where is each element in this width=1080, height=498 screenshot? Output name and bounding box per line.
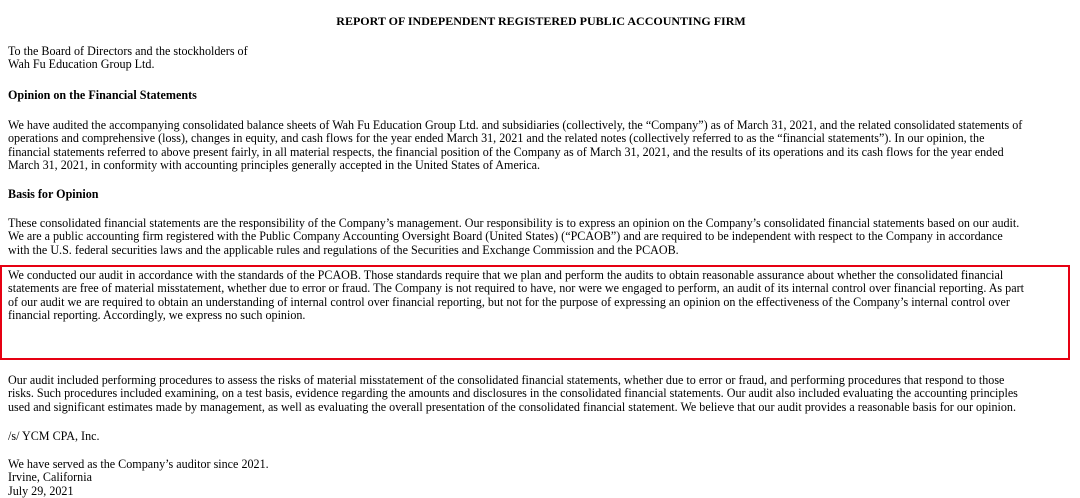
opinion-paragraph bbox=[8, 119, 1074, 172]
closing-line: July 29, 2021 bbox=[8, 483, 74, 498]
report-title: REPORT OF INDEPENDENT REGISTERED PUBLIC ACCOUNTING FIRM bbox=[336, 14, 746, 28]
paragraph-line: These consolidated financial statements are the responsibility of the Company’s management. Our responsibility is to express an opinion on the Company’s consolidated financial statements based on our audit. bbox=[8, 216, 1020, 230]
paragraph-line: March 31, 2021, in conformity with accounting principles generally accepted in the United States of America. bbox=[8, 157, 540, 172]
paragraph-line: We conducted our audit in accordance with the standards of the PCAOB. Those standards require that we plan and perform the audits to obtain reasonable assurance about whether the consolidated financial bbox=[8, 268, 1004, 282]
basis-heading: Basis for Opinion bbox=[8, 187, 99, 201]
paragraph-line: financial reporting. Accordingly, we express no such opinion. bbox=[8, 307, 306, 322]
paragraph-line: Our audit included performing procedures to assess the risks of material misstatement of the consolidated financial statements, whether due to error or fraud, and performing procedures that respond to those bbox=[8, 373, 1005, 387]
highlight-border bbox=[0, 265, 1070, 360]
paragraph-line: used and significant estimates made by management, as well as evaluating the overall presentation of the consolidated financial statement. We believe that our audit provides a reasonable basis for our opinion. bbox=[8, 399, 1016, 414]
procedures-paragraph bbox=[8, 374, 1074, 414]
addressee bbox=[8, 45, 1074, 72]
signature: /s/ YCM CPA, Inc. bbox=[8, 429, 100, 443]
addressee-line: To the Board of Directors and the stockholders of bbox=[8, 44, 248, 58]
paragraph-line: with the U.S. federal securities laws and the applicable rules and regulations of the Securities and Exchange Commission and the PCAOB. bbox=[8, 242, 679, 257]
paragraph-line: statements are free of material misstatement, whether due to error or fraud. The Company is not required to have, nor were we engaged to perform, an audit of its internal control over financial reporting. As part bbox=[8, 281, 1024, 296]
paragraph-line: operations and comprehensive (loss), changes in equity, and cash flows for the year ended March 31, 2021 and the related notes (collectively referred to as the “financial statements”). In our opinion, the bbox=[8, 131, 985, 146]
paragraph-line: financial statements referred to above present fairly, in all material respects, the financial position of the Company as of March 31, 2021, and the results of its operations and its cash flows for the year ended bbox=[8, 144, 1004, 159]
paragraph-line: We are a public accounting firm registered with the Public Company Accounting Oversight Board (United States) (“PCAOB”) and are required to be independent with respect to the Company in accordance bbox=[8, 229, 1003, 244]
basis-paragraph bbox=[8, 217, 1074, 257]
closing-block bbox=[8, 458, 1074, 498]
opinion-heading: Opinion on the Financial Statements bbox=[8, 88, 197, 102]
closing-line: We have served as the Company’s auditor since 2021. bbox=[8, 457, 269, 471]
paragraph-line: risks. Such procedures included examining, on a test basis, evidence regarding the amounts and disclosures in the consolidated financial statements. Our audit also included evaluating the accounting principles bbox=[8, 386, 1018, 401]
closing-line: Irvine, California bbox=[8, 470, 92, 485]
addressee-line: Wah Fu Education Group Ltd. bbox=[8, 57, 155, 72]
paragraph-line: of our audit we are required to obtain an understanding of internal control over financial reporting, but not for the purpose of expressing an opinion on the effectiveness of the Company’s internal control over bbox=[8, 294, 1010, 309]
paragraph-line: We have audited the accompanying consolidated balance sheets of Wah Fu Education Group Ltd. and subsidiaries (collectively, the “Company”) as of March 31, 2021, and the related consolidated statements of bbox=[8, 118, 1023, 132]
